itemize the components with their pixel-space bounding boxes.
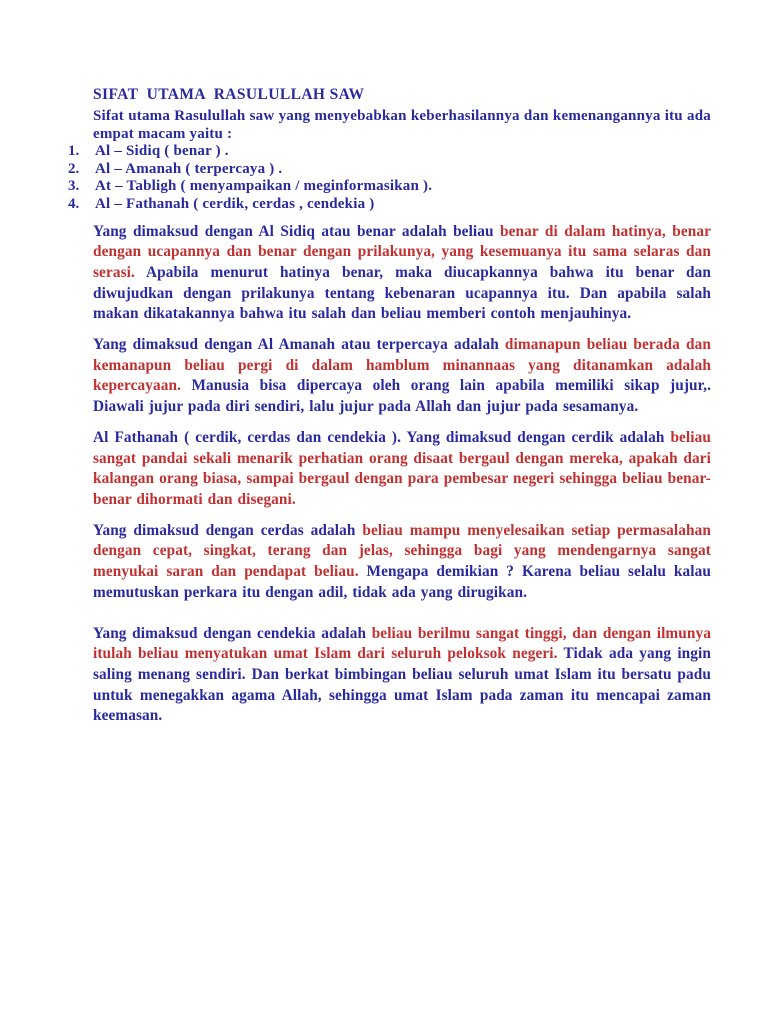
- paragraph-4: [93, 521, 711, 604]
- text-segment-red: beliau berilmu sangat tinggi, dan dengan ilmunya itulah beliau menyatukan umat Islam dari seluruh peloksok negeri.: [93, 624, 711, 663]
- text-segment-blue: Manusia bisa dipercaya oleh orang lain apabila memiliki sikap jujur,. Diawali jujur pada diri sendiri, lalu jujur pada Allah dan jujur pada sesamanya.: [93, 377, 711, 416]
- list-item-text: Al – Sidiq ( benar ) .: [95, 143, 229, 160]
- text-segment-red: dimanapun beliau berada dan kemanapun beliau pergi di dalam hamblum minannaas yang ditanamkan adalah kepercayaan.: [93, 336, 711, 395]
- text-segment-red: beliau sangat pandai sekali menarik perhatian orang disaat bergaul dengan mereka, apakah dari kalangan orang biasa, sampai bergaul dengan para pembesar negeri sehingga beliau benar-benar dihormati dan disegani.: [93, 428, 711, 508]
- text-segment-blue: Yang dimaksud dengan Al Sidiq atau benar adalah beliau: [93, 222, 501, 240]
- text-segment-blue: Mengapa demikian ? Karena beliau selalu kalau memutuskan perkara itu dengan adil, tidak ada yang dirugikan.: [93, 563, 711, 601]
- list-item-2: [68, 160, 711, 179]
- text-segment-blue: Apabila menurut hatinya benar, maka diucapkannya bahwa itu benar dan diwujudkan dengan prilakunya tentang kebenaran ucapannya itu. Dan apabila salah makan dikatakannya bahwa itu salah dan beliau memberi contoh menjauhinya.: [93, 263, 711, 323]
- text-segment-blue: Yang dimaksud dengan cerdas adalah: [93, 521, 363, 539]
- text-segment-red: benar di dalam hatinya, benar dengan ucapannya dan benar dengan prilakunya, yang kesemuanya itu sama selaras dan serasi.: [93, 222, 711, 281]
- text-segment-blue: Tidak ada yang ingin saling menang sendiri. Dan berkat bimbingan beliau seluruh umat Islam itu bersatu padu untuk menegakkan agama Allah, sehingga umat Islam pada zaman itu mencapai zaman keemasan.: [93, 645, 711, 725]
- list-item-text: Al – Fathanah ( cerdik, cerdas , cendekia ): [95, 195, 375, 212]
- list-item-4: [68, 195, 711, 214]
- list-item-number: 1.: [68, 143, 80, 160]
- text-segment-blue: Al Fathanah ( cerdik, cerdas dan cendekia ). Yang dimaksud dengan cerdik adalah: [93, 428, 671, 446]
- text-segment-red: beliau mampu menyelesaikan setiap permasalahan dengan cepat, singkat, terang dan jelas, sehingga bagi yang mendengarnya sangat menyukai saran dan pendapat beliau.: [93, 521, 711, 581]
- body-paragraphs: [93, 222, 711, 727]
- text-segment-blue: Yang dimaksud dengan cendekia adalah: [93, 624, 372, 642]
- intro-paragraph: Sifat utama Rasulullah saw yang menyebabkan keberhasilannya dan kemenangannya itu ada empat macam yaitu :: [93, 108, 711, 142]
- numbered-list: [68, 143, 711, 213]
- list-item-1: [68, 143, 711, 161]
- paragraph-2: [93, 335, 711, 418]
- list-item-text: Al – Amanah ( terpercaya ) .: [95, 160, 283, 177]
- paragraph-5: [93, 624, 711, 728]
- document-title: SIFAT UTAMA RASULULLAH SAW: [93, 86, 365, 103]
- list-item-number: 2.: [68, 160, 80, 177]
- list-item-text: At – Tabligh ( menyampaikan / meginformasikan ).: [95, 178, 433, 195]
- paragraph-1: [93, 222, 711, 326]
- paragraph-3: [93, 428, 711, 511]
- list-item-number: 3.: [68, 178, 80, 195]
- list-item-number: 4.: [68, 195, 80, 212]
- list-item-3: [68, 178, 711, 196]
- document-content: [68, 86, 711, 737]
- text-segment-blue: Yang dimaksud dengan Al Amanah atau terpercaya adalah: [93, 336, 505, 354]
